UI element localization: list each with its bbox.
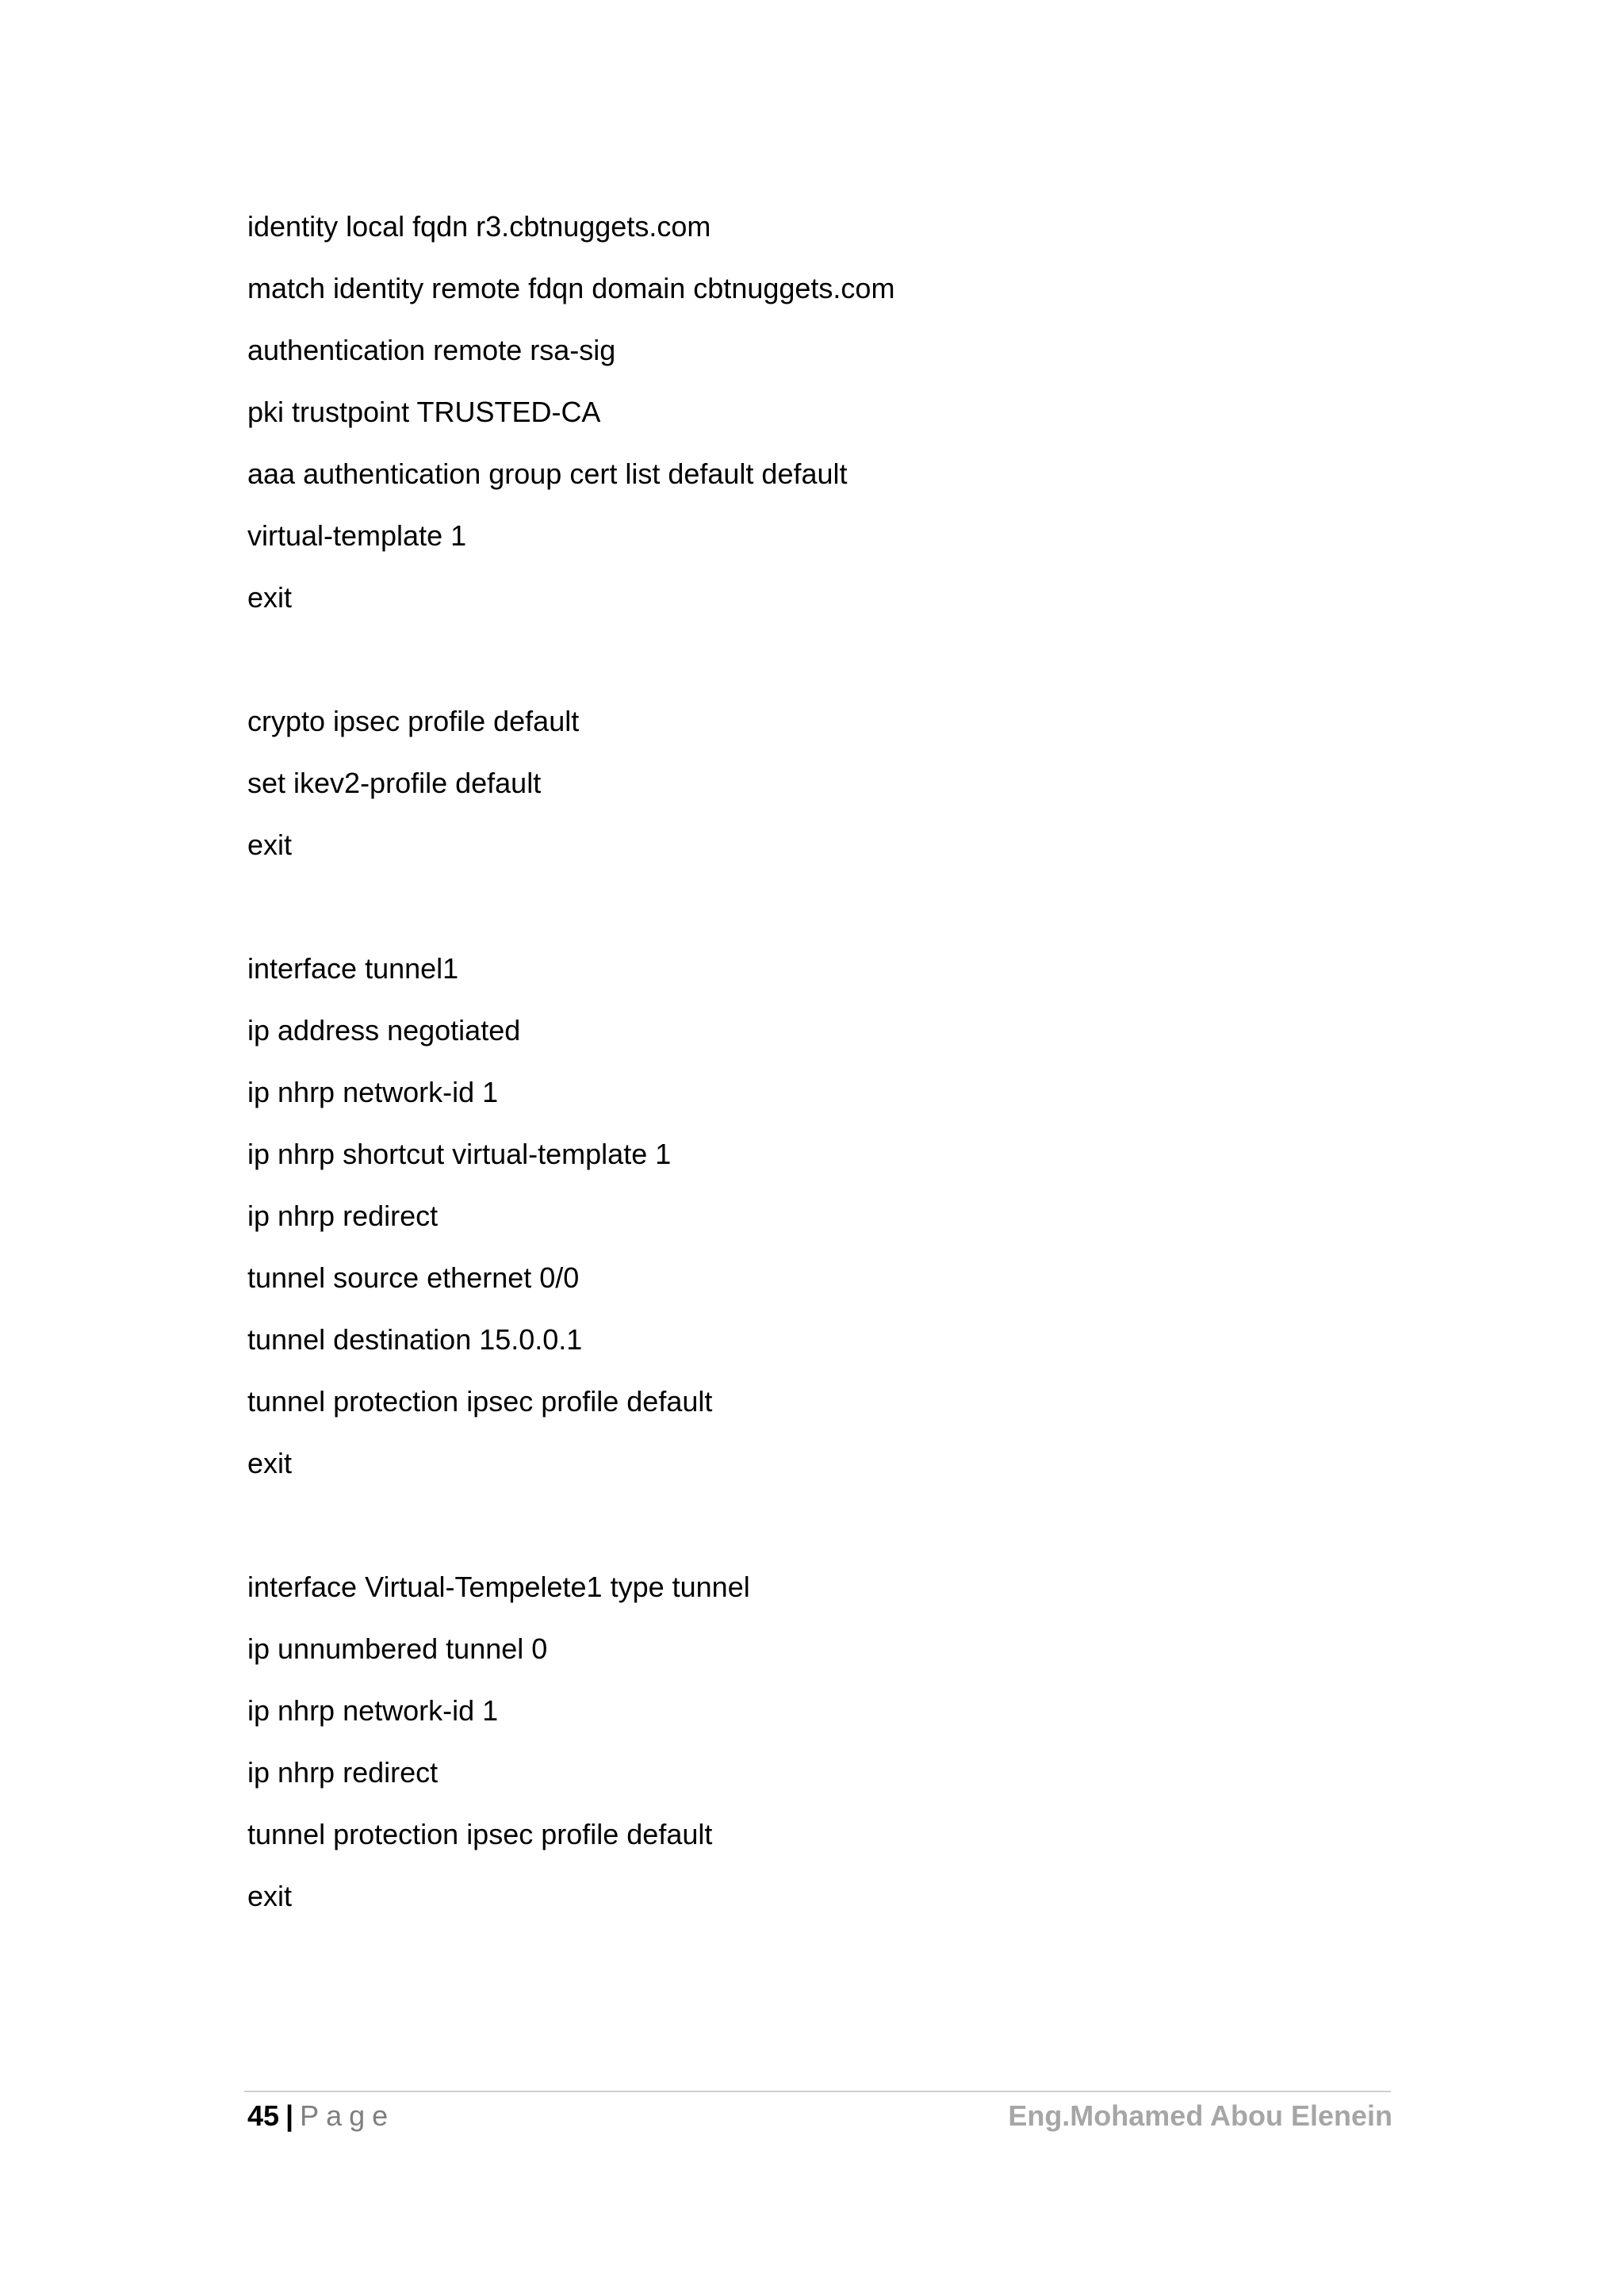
config-line: exit <box>247 581 293 614</box>
config-line: ip nhrp redirect <box>247 1200 439 1232</box>
config-line: crypto ipsec profile default <box>247 705 580 737</box>
config-line: ip nhrp network-id 1 <box>247 1694 499 1727</box>
config-line: exit <box>247 1447 293 1479</box>
config-line: ip unnumbered tunnel 0 <box>247 1632 548 1665</box>
config-block-ikev2-profile <box>247 196 1397 629</box>
config-line: pki trustpoint TRUSTED-CA <box>247 396 601 428</box>
author-name: Eng.Mohamed Abou Elenein <box>1008 2099 1392 2132</box>
config-line: authentication remote rsa-sig <box>247 334 616 366</box>
config-line: ip address negotiated <box>247 1014 521 1047</box>
config-block-interface-tunnel1 <box>247 938 1397 1494</box>
block-spacer <box>247 876 1397 938</box>
config-line: ip nhrp shortcut virtual-template 1 <box>247 1138 672 1170</box>
config-line: identity local fqdn r3.cbtnuggets.com <box>247 210 711 243</box>
config-line: interface tunnel1 <box>247 952 459 985</box>
config-block-ipsec-profile <box>247 691 1397 876</box>
config-line: tunnel destination 15.0.0.1 <box>247 1323 583 1356</box>
config-line: ip nhrp network-id 1 <box>247 1076 499 1108</box>
config-line: tunnel source ethernet 0/0 <box>247 1261 580 1294</box>
config-line: interface Virtual-Tempelete1 type tunnel <box>247 1571 750 1603</box>
block-spacer <box>247 1494 1397 1556</box>
config-line: tunnel protection ipsec profile default <box>247 1385 713 1418</box>
config-content <box>247 196 1397 1927</box>
config-line: exit <box>247 828 293 861</box>
config-line: ip nhrp redirect <box>247 1756 439 1789</box>
config-line: set ikev2-profile default <box>247 767 542 799</box>
page-label: Page <box>300 2099 396 2132</box>
config-line: aaa authentication group cert list default default <box>247 457 848 490</box>
page-footer <box>247 2097 1392 2135</box>
config-line: exit <box>247 1880 293 1912</box>
page-indicator <box>247 2097 395 2135</box>
footer-divider <box>244 2091 1391 2092</box>
page-separator: | <box>285 2099 294 2132</box>
block-spacer <box>247 629 1397 691</box>
config-line: match identity remote fdqn domain cbtnuggets.com <box>247 272 895 304</box>
config-line: tunnel protection ipsec profile default <box>247 1818 713 1850</box>
config-line: virtual-template 1 <box>247 519 467 552</box>
config-block-virtual-template <box>247 1556 1397 1927</box>
page-number: 45 <box>247 2099 280 2132</box>
